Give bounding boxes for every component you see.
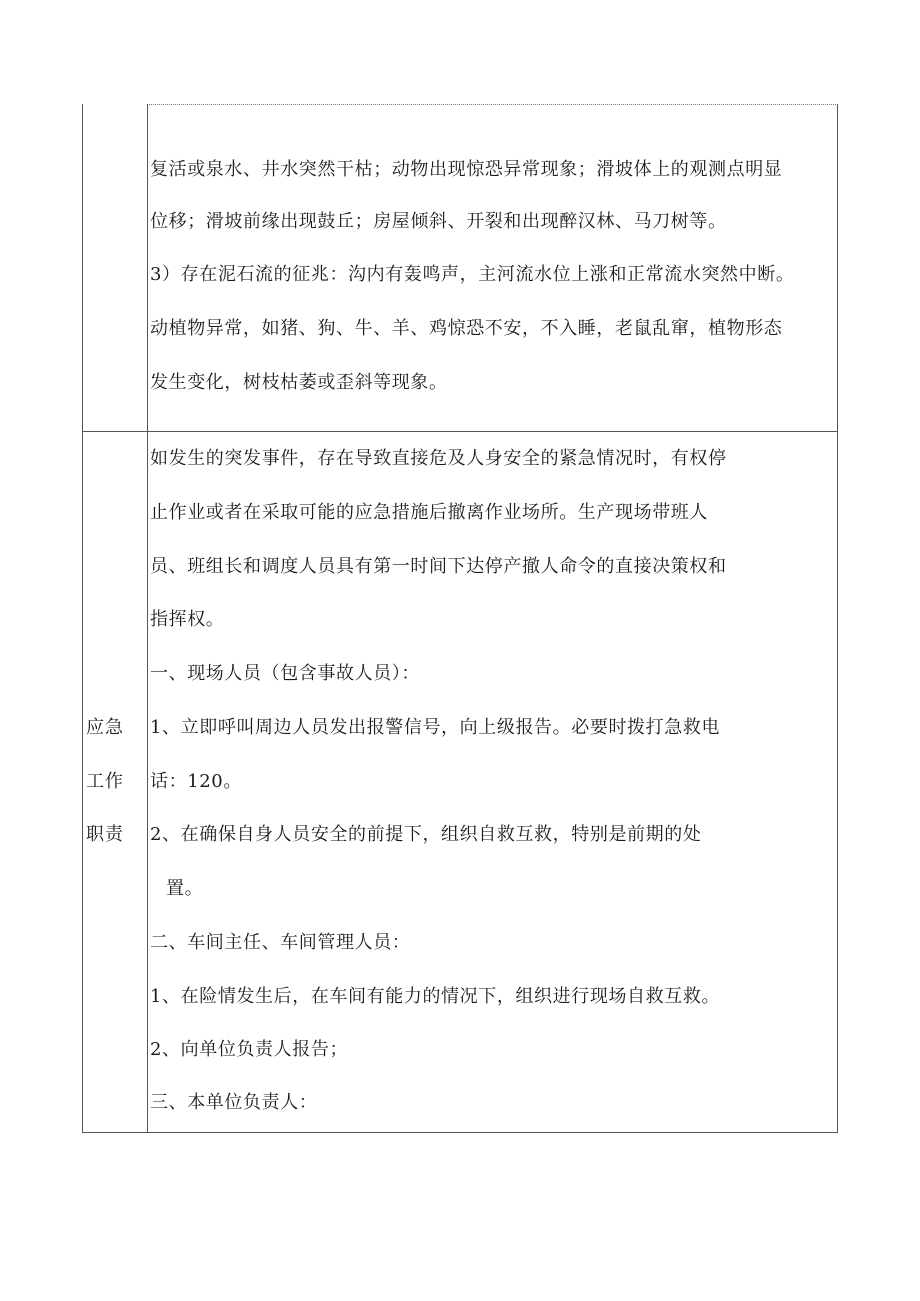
- row1-line-3: 3）存在泥石流的征兆：沟内有轰鸣声，主河流水位上涨和正常流水突然中断。: [150, 264, 795, 285]
- row2-line-7: 话：120。: [150, 771, 242, 792]
- row1-line-4: 动植物异常，如猪、狗、牛、羊、鸡惊恐不安，不入睡，老鼠乱窜，植物形态: [150, 318, 783, 339]
- row2-line-5: 一、现场人员（包含事故人员）：: [150, 663, 420, 684]
- row2-line-2: 止作业或者在采取可能的应急措施后撤离作业场所。生产现场带班人: [150, 502, 708, 523]
- label-line-2: 工作: [86, 771, 124, 792]
- label-line-1: 应急: [86, 717, 124, 738]
- row2-line-10: 二、车间主任、车间管理人员：: [150, 932, 411, 953]
- row2-line-12: 2、向单位负责人报告；: [150, 1039, 349, 1060]
- row2-line-4: 指挥权。: [150, 609, 225, 630]
- row2-line-1: 如发生的突发事件，存在导致直接危及人身安全的紧急情况时，有权停: [150, 448, 727, 469]
- table-bottom-border: [82, 1132, 838, 1133]
- row1-line-5: 发生变化，树枝枯萎或歪斜等现象。: [150, 372, 448, 393]
- row2-line-13: 三、本单位负责人：: [150, 1092, 318, 1113]
- table-right-border: [837, 104, 838, 1133]
- column-divider: [147, 104, 148, 1133]
- table-top-border: [147, 104, 838, 105]
- row1-line-1: 复活或泉水、井水突然干枯；动物出现惊恐异常现象；滑坡体上的观测点明显: [150, 159, 783, 180]
- row2-line-3: 员、班组长和调度人员具有第一时间下达停产撤人命令的直接决策权和: [150, 556, 727, 577]
- row2-line-6: 1、立即呼叫周边人员发出报警信号，向上级报告。必要时拨打急救电: [150, 717, 721, 738]
- row1-line-2: 位移；滑坡前缘出现鼓丘；房屋倾斜、开裂和出现醉汉林、马刀树等。: [150, 211, 727, 232]
- row2-line-9: 置。: [166, 878, 204, 899]
- table-left-border: [82, 104, 83, 1133]
- row2-line-11: 1、在险情发生后，在车间有能力的情况下，组织进行现场自救互救。: [150, 986, 721, 1007]
- row-divider: [82, 431, 838, 432]
- label-line-3: 职责: [86, 824, 124, 845]
- row2-line-8: 2、在确保自身人员安全的前提下，组织自救互救，特别是前期的处: [150, 824, 702, 845]
